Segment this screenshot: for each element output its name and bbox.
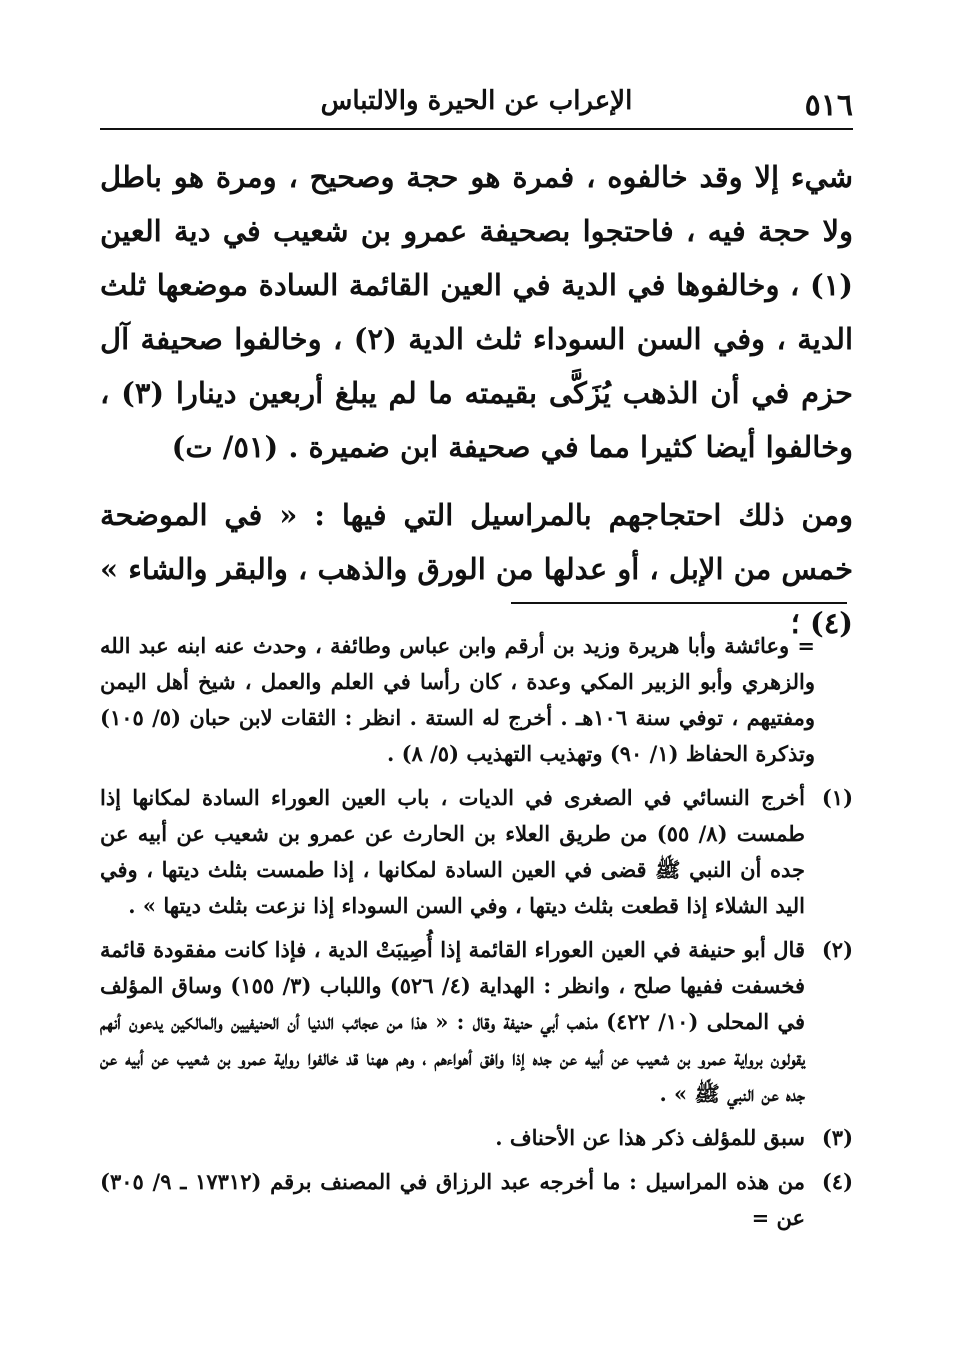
footnote-marker: (١) [821,785,853,810]
footnotes [100,628,853,1244]
page-header [100,86,853,126]
page-number: ٥١٦ [804,88,853,123]
footnote-text: أخرج النسائي في الصغرى في الديات ، باب العين العوراء السادة لمكانها إذا طمست (٨/ ٥٥) من طريق العلاء بن الحارث عن عمرو بن شعيب عن أبيه عن جده أن النبي ﷺ قضى في العين السادة لمكانها ، إذا طمست بثلث ديتها ، وفي اليد الشلاء إذا قطعت بثلث ديتها ، وفي السن السوداء إذا نزعت بثلث ديتها » . [100,785,805,918]
header-rule [100,128,853,130]
footnote-text: سبق للمؤلف ذكر هذا عن الأحناف . [495,1125,805,1150]
paragraph: شيء إلا وقد خالفوه ، فمرة هو حجة وصحيح ، ومرة هو باطل ولا حجة فيه ، فاحتجوا بصحيفة عمرو بن شعيب في دية العين (١) ، وخالفوها في الدية في العين القائمة السادة موضعها ثلث الدية ، وفي السن السوداء ثلث الدية (٢) ، وخالفوا صحيفة آل حزم في أن الذهب يُزَكَّى بقيمته ما لم يبلغ أربعين دينارا (٣) ، وخالفوا أيضا كثيرا مما في صحيفة ابن ضميرة . (٥١/ ت) [100,160,853,464]
paragraph: ومن ذلك احتجاجهم بالمراسيل التي فيها : « في الموضحة خمس من الإبل ، أو عدلها من الورق والذهب ، والبقر والشاء » (٤) ؛ [100,498,853,640]
footnote-separator [511,602,847,604]
footnote-text: قال أبو حنيفة في العين العوراء القائمة إذا أُصِيبَتْ الدية ، فإذا كانت مفقودة قائمة فخسفت ففيها صلح ، وانظر : الهداية (٤/ ٥٢٦) واللباب (٣/ ١٥٥) وساق المؤلف في المحلى (١٠/ ٤٢٢) مذهب أبي حنيفة وقال : « هذا من عجائب الدنيا أن الحنيفيين والمالكين يدعون أنهم يقولون برواية عمرو بن شعيب عن أبيه عن جده إذا وافق أهواءهم ، وهم ههنا قد خالفوا رواية عمرو بن شعيب عن أبيه عن جده عن النبي ﷺ » . [100,937,806,1106]
footnote-4 [100,1164,853,1236]
footnote-2 [100,932,853,1112]
footnote-continuation: = وعائشة وأبا هريرة وزيد بن أرقم وابن عباس وطائفة ، وحدث عنه ابنه عبد الله والزهري وأبو الزبير المكي وعدة ، كان رأسا في العلم والعمل ، شيخ أهل اليمن ومفتيهم ، توفي سنة ١٠٦هـ . أخرج له الستة . انظر : الثقات لابن حبان (٥/ ١٠٥) وتذكرة الحفاظ (١/ ٩٠) وتهذيب التهذيب (٥/ ٨) . [100,633,816,766]
footnote-marker: (٣) [821,1125,853,1150]
footnote-1 [100,780,853,924]
main-text [100,150,853,664]
footnote-text: من هذه المراسيل : ما أخرجه عبد الرزاق في المصنف برقم (١٧٣١٢ ـ ٩/ ٣٠٥) عن = [100,1169,806,1230]
footnote-3 [100,1120,853,1156]
footnote-marker: (٤) [821,1169,853,1194]
running-title: الإعراب عن الحيرة والالتباس [320,86,633,116]
footnote-marker: (٢) [821,937,853,962]
